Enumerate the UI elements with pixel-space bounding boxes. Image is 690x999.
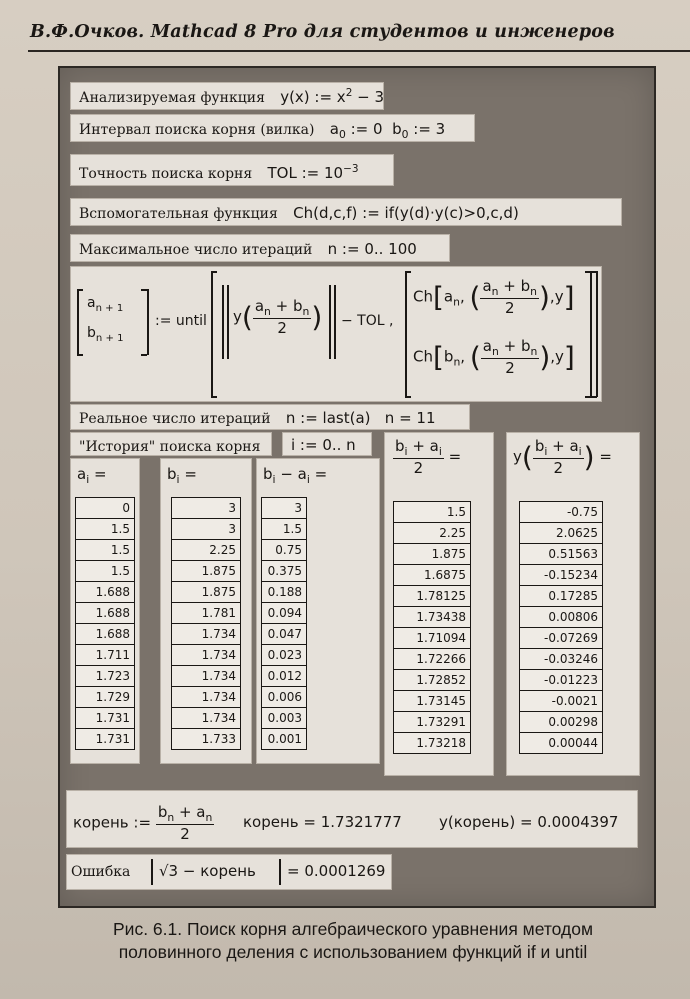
column-y-row [520,607,603,628]
tolerance-expr: TOL := $10^{-3}$ [267,163,359,182]
column-diff-cell: 0.012 [262,666,307,687]
column-midpoint-row [394,712,471,733]
until-bracket-right [596,271,598,397]
column-y-cell: -0.15234 [520,565,603,586]
aux-function-expr: Ch(d,c,f) := if(y(d)·y(c)>0,c,d) [293,204,519,222]
column-y-row [520,586,603,607]
column-a-row [76,666,135,687]
column-a-cell: 1.731 [76,729,135,750]
column-a-table [75,497,135,750]
column-midpoint-row [394,649,471,670]
column-a-row [76,687,135,708]
header-rule [28,50,690,52]
column-y-row [520,544,603,565]
error-label: Ошибка [71,864,131,880]
column-diff-cell: 0.188 [262,582,307,603]
max-iterations-region [70,234,450,262]
function-region [70,82,384,110]
vector-a: $a_{n + 1}$ [87,295,124,314]
root-definition: корень := $\frac{b_n + a_n}{2}$ [73,803,213,843]
column-b-row [172,603,241,624]
column-b-row [172,729,241,750]
until-region [70,266,602,402]
column-y-cell: -0.03246 [520,649,603,670]
column-b-cell: 1.733 [172,729,241,750]
column-diff-row [262,666,307,687]
column-a-cell: 1.723 [76,666,135,687]
max-iterations-label: Максимальное число итераций [79,242,313,258]
caption-line-1: Рис. 6.1. Поиск корня алгебраического уравнения методом [113,919,593,939]
column-diff-row [262,687,307,708]
column-midpoint-table [393,501,471,754]
caption-line-2: половинного деления с использованием функций if и until [118,942,588,962]
column-diff-cell: 0.75 [262,540,307,561]
function-expr: y(x) := $x^2 - 3$ [280,87,385,106]
vector-b: $b_{n + 1}$ [87,325,124,344]
column-y-table [519,501,603,754]
column-b-cell: 1.734 [172,624,241,645]
column-midpoint-row [394,691,471,712]
column-a-row [76,729,135,750]
column-y-cell: -0.01223 [520,670,603,691]
page-header: В.Ф.Очков. Mathcad 8 Pro для студентов и инженеров [30,22,615,42]
column-diff-row [262,645,307,666]
column-a-cell: 1.688 [76,603,135,624]
column-diff-table [261,497,307,750]
tolerance-label: Точность поиска корня [79,166,253,182]
column-b-cell: 3 [172,498,241,519]
function-label: Анализируемая функция [79,90,265,106]
real-iterations-expr: n := last(a) n = 11 [285,409,436,427]
column-y-row [520,691,603,712]
vector-bracket-right [147,289,149,355]
column-b-row [172,666,241,687]
column-midpoint-cell: 1.73291 [394,712,471,733]
column-b-cell: 1.781 [172,603,241,624]
column-b-cell: 1.734 [172,708,241,729]
column-a-row [76,519,135,540]
column-y-cell: 0.00298 [520,712,603,733]
column-y-cell: -0.07269 [520,628,603,649]
column-y-cell: 2.0625 [520,523,603,544]
column-b-row [172,519,241,540]
column-midpoint-cell: 1.78125 [394,586,471,607]
column-midpoint-row [394,565,471,586]
abs-bar-right [329,285,331,359]
column-a-cell: 0 [76,498,135,519]
column-a-cell: 1.729 [76,687,135,708]
column-midpoint-header: $\frac{b_i + a_i}{2}$ = [395,437,462,477]
column-midpoint-cell: 1.6875 [394,565,471,586]
column-diff-cell: 0.006 [262,687,307,708]
column-midpoint-row [394,628,471,649]
column-a-cell: 1.5 [76,540,135,561]
column-y [506,432,640,776]
column-b-cell: 1.734 [172,645,241,666]
column-midpoint [384,432,494,776]
column-midpoint-row [394,586,471,607]
column-y-cell: -0.0021 [520,691,603,712]
until-keyword: := until [155,313,207,329]
history-label-region [70,432,272,456]
until-bracket-left [211,271,213,397]
column-b-cell: 1.875 [172,561,241,582]
abs-bar-left [222,285,224,359]
column-a [70,458,140,764]
column-diff-row [262,708,307,729]
column-y-row [520,712,603,733]
column-a-row [76,561,135,582]
column-diff-row [262,498,307,519]
column-b-cell: 3 [172,519,241,540]
error-region [66,854,392,890]
aux-function-region [70,198,622,226]
column-midpoint-cell: 1.5 [394,502,471,523]
column-y-row [520,628,603,649]
column-a-cell: 1.688 [76,582,135,603]
column-b-row [172,624,241,645]
interval-region [70,114,475,142]
column-b-row [172,708,241,729]
column-midpoint-row [394,607,471,628]
history-range-expr: i := 0.. n [291,436,356,454]
column-diff-cell: 0.001 [262,729,307,750]
column-a-cell: 1.731 [76,708,135,729]
column-a-header: $a_i$ = [77,465,107,486]
history-label: "История" поиска корня [79,439,261,455]
column-b-row [172,540,241,561]
column-a-cell: 1.711 [76,645,135,666]
column-midpoint-cell: 1.71094 [394,628,471,649]
column-y-cell: 0.51563 [520,544,603,565]
column-a-row [76,624,135,645]
column-diff-row [262,561,307,582]
column-y-row [520,733,603,754]
column-a-row [76,603,135,624]
column-diff-row [262,582,307,603]
column-diff-row [262,624,307,645]
column-b-row [172,498,241,519]
max-iterations-expr: n := 0.. 100 [327,240,417,258]
real-iterations-region [70,404,470,430]
column-b-cell: 1.734 [172,687,241,708]
aux-function-label: Вспомогательная функция [79,206,278,222]
root-region [66,790,638,848]
until-tol: − TOL , [341,313,394,329]
column-midpoint-row [394,502,471,523]
column-midpoint-cell: 1.73218 [394,733,471,754]
column-y-row [520,523,603,544]
column-y-cell: 0.17285 [520,586,603,607]
error-abs-right [279,859,281,885]
column-a-cell: 1.688 [76,624,135,645]
column-a-row [76,708,135,729]
column-y-cell: 0.00806 [520,607,603,628]
column-b [160,458,252,764]
column-diff-cell: 0.003 [262,708,307,729]
column-b-row [172,561,241,582]
error-expr: √3 − корень [159,862,256,880]
error-abs-left [151,859,153,885]
until-condition: y( $\frac{a_n + b_n}{2}$ ) [233,297,323,337]
column-midpoint-cell: 1.72266 [394,649,471,670]
column-a-row [76,498,135,519]
column-b-row [172,687,241,708]
column-a-cell: 1.5 [76,519,135,540]
column-y-cell: -0.75 [520,502,603,523]
real-iterations-label: Реальное число итераций [79,411,271,427]
column-y-row [520,565,603,586]
root-value: корень = 1.7321777 [243,813,402,831]
column-y-row [520,649,603,670]
column-b-table [171,497,241,750]
column-diff-cell: 0.094 [262,603,307,624]
column-y-cell: 0.00044 [520,733,603,754]
column-y-row [520,670,603,691]
column-a-row [76,540,135,561]
ch-bracket-right [590,271,592,397]
root-y-value: y(корень) = 0.0004397 [439,813,619,831]
column-b-cell: 1.734 [172,666,241,687]
ch-bracket-left [405,271,407,397]
column-diff-row [262,519,307,540]
error-value: = 0.0001269 [287,862,386,880]
column-diff-row [262,540,307,561]
column-midpoint-row [394,544,471,565]
interval-label: Интервал поиска корня (вилка) [79,122,315,138]
ch-a-expr: $Ch[a_n$, ( $\frac{a_n + b_n}{2}$ ),y] [413,277,575,317]
column-midpoint-cell: 2.25 [394,523,471,544]
column-midpoint-cell: 1.73438 [394,607,471,628]
column-midpoint-cell: 1.875 [394,544,471,565]
column-diff-row [262,729,307,750]
column-a-row [76,645,135,666]
ch-b-expr: $Ch[b_n$, ( $\frac{a_n + b_n}{2}$ ),y] [413,337,575,377]
history-range-region [282,432,372,456]
column-diff [256,458,380,764]
column-b-row [172,645,241,666]
column-diff-cell: 3 [262,498,307,519]
column-diff-header: $b_i - a_i$ = [263,465,328,486]
column-midpoint-cell: 1.72852 [394,670,471,691]
vector-bracket-left [77,289,79,355]
column-y-row [520,502,603,523]
column-diff-row [262,603,307,624]
column-diff-cell: 0.375 [262,561,307,582]
column-b-header: $b_i$ = [167,465,197,486]
column-b-cell: 1.875 [172,582,241,603]
column-b-row [172,582,241,603]
column-midpoint-row [394,523,471,544]
column-midpoint-cell: 1.73145 [394,691,471,712]
column-diff-cell: 0.023 [262,645,307,666]
column-a-row [76,582,135,603]
column-b-cell: 2.25 [172,540,241,561]
column-y-header: y( $\frac{b_i + a_i}{2}$ ) = [513,437,612,477]
column-diff-cell: 1.5 [262,519,307,540]
column-midpoint-row [394,670,471,691]
column-diff-cell: 0.047 [262,624,307,645]
mathcad-worksheet [58,66,656,908]
column-midpoint-row [394,733,471,754]
column-a-cell: 1.5 [76,561,135,582]
interval-expr: $a_0$ := 0 $b_0$ := 3 [329,120,446,141]
figure-caption [38,918,668,964]
tolerance-region [70,154,394,186]
